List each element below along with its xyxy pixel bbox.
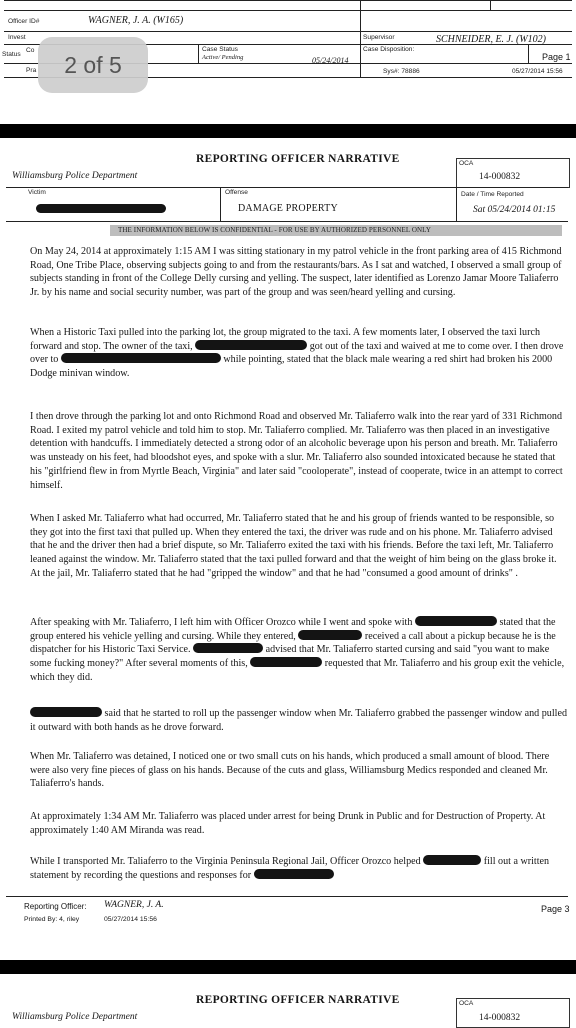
- case-status-label: Case Status: [202, 46, 238, 53]
- report-title: REPORTING OFFICER NARRATIVE: [196, 153, 400, 165]
- page-separator-bottom: [0, 960, 576, 974]
- reporting-officer-label: Reporting Officer:: [24, 902, 87, 911]
- department-name: Williamsburg Police Department: [12, 171, 138, 181]
- p5-text-d: advised that Mr. Taliaferro started cursing and said "you want to make some fucking money?" After several moments of this,: [30, 644, 550, 670]
- narrative-paragraph-5: [30, 616, 568, 685]
- printed-by-label: Printed By: 4, riley: [24, 916, 80, 923]
- offense-value: DAMAGE PROPERTY: [238, 203, 338, 214]
- officer-id-label: Officer ID#: [8, 18, 40, 25]
- footer-page-label: Page 3: [541, 904, 570, 914]
- page-counter-badge: [38, 37, 148, 93]
- redaction: [30, 707, 102, 717]
- confidential-banner: [110, 225, 562, 236]
- case-status-options: Active/ Pending: [202, 54, 244, 61]
- reporting-officer-value: WAGNER, J. A.: [104, 900, 164, 910]
- confidential-text: THE INFORMATION BELOW IS CONFIDENTIAL - FOR USE BY AUTHORIZED PERSONNEL ONLY: [118, 226, 432, 234]
- narrative-paragraph-7: When Mr. Taliaferro was detained, I noticed one or two small cuts on his hands, which produced a small amount of blood. There were also very fine pieces of glass on his hands. Because of the cuts and glass, Williamsburg Medics responded and cleaned Mr. Taliaferro's hands.: [30, 751, 550, 790]
- redaction: [250, 657, 322, 667]
- co-label: Co: [26, 47, 35, 54]
- next-department-name: Williamsburg Police Department: [12, 1012, 138, 1022]
- p2-text-c: while pointing, stated that the black male wearing a red shirt had broken his 2000 Dodge minivan window.: [30, 354, 553, 380]
- p5-text-e: requested that Mr. Taliaferro and his group exit the vehicle, which they did.: [30, 658, 565, 683]
- p9-text-b: fill out a written statement by recording the questions and responses for: [30, 856, 550, 881]
- date-reported-label: Date / Time Reported: [461, 191, 524, 198]
- p6-text: said that he started to roll up the passenger window when Mr. Taliaferro grabbed the passenger window and pulled it outward with both hands as he drove forward.: [30, 708, 567, 733]
- redaction: [423, 855, 481, 865]
- sys-number: Sys#: 78886: [383, 68, 420, 75]
- printed-date: 05/27/2014 15:56: [104, 916, 157, 923]
- narrative-paragraph-3: I then drove through the parking lot and onto Richmond Road and observed Mr. Taliaferro walk into the rear yard of 331 Richmond Road. I exited my patrol vehicle and told him to stop. Mr. Taliaferro complied. Mr. Taliaferro was then placed in an investigative detention with handcuffs. I immediately detected a strong odor of an alcoholic beverage upon his person and breath. Mr. Taliaferro was unsteady on his feet, had bloodshot eyes, and spoke with a slur. Mr. Taliaferro also sounded intoxicated because he stated that his "girlfriend flew in from Myrtle Beach, Virginia" and later said "cooloperate", instead of cooperate, twice in an attempt to correct himself.: [30, 411, 563, 491]
- narrative-paragraph-2: [30, 326, 568, 381]
- redaction: [415, 616, 497, 626]
- officer-id-value: WAGNER, J. A. (W165): [88, 15, 184, 26]
- prev-date: 05/24/2014: [312, 56, 349, 65]
- next-oca-value: 14-000832: [479, 1013, 521, 1023]
- page-separator-top: [0, 124, 576, 138]
- prev-page-label: Page 1: [542, 52, 571, 62]
- narrative-paragraph-6: [30, 707, 568, 734]
- victim-redaction: [36, 204, 166, 213]
- oca-value: 14-000832: [479, 172, 521, 182]
- case-disposition-label: Case Disposition:: [363, 46, 415, 53]
- oca-box: [456, 158, 570, 188]
- pra-label: Pra: [26, 67, 37, 74]
- redaction: [298, 630, 362, 640]
- date-reported-value: Sat 05/24/2014 01:15: [473, 205, 556, 215]
- redaction: [254, 869, 334, 879]
- narrative-paragraph-1: On May 24, 2014 at approximately 1:15 AM I was sitting stationary in my patrol vehicle in the front parking area of 415 Richmond Road, One Tribe Place, observing subjects going to and from the restaurants/bars. As I sat and watched, I observed a small group of subjects standing in front of the College Delly cursing and yelling. The suspect, later identified as Lorenzo Jamar Moore Taliaferro Jr. by his name and social security number, was part of the group and was seen/heard yelling and cursing.: [30, 246, 562, 299]
- next-page-fragment: [0, 974, 576, 1024]
- invest-label: Invest: [8, 34, 26, 41]
- p2-text-b: got out of the taxi and waived at me to come over. I then drove over to: [30, 340, 564, 366]
- p2-text-a: When a Historic Taxi pulled into the parking lot, the group migrated to the taxi. A few moments later, I observed the taxi lurch forward and stop. The owner of the taxi,: [30, 327, 540, 352]
- status-label: Status: [2, 51, 21, 58]
- p5-text-a: After speaking with Mr. Taliaferro, I left him with Officer Orozco while I went and spoke with: [30, 617, 413, 628]
- report-page: [0, 138, 576, 960]
- next-oca-label: OCA: [459, 1000, 474, 1007]
- taxi-owner-redaction: [195, 340, 307, 350]
- redaction: [193, 643, 263, 653]
- redaction: [61, 353, 221, 363]
- narrative-paragraph-9: [30, 855, 568, 882]
- narrative-paragraph-4: When I asked Mr. Taliaferro what had occurred, Mr. Taliaferro stated that he and his group of friends wanted to be responsible, so they got into the first taxi that pulled up. When they entered the taxi, the driver was rude and on his phone. Mr. Taliaferro advised that he and the driver then had a brief dispute, so Mr. Taliaferro exited the taxi with his friends. Before the taxi left, Mr. Taliaferro leaned against the window. Mr. Taliaferro stated that the taxi pulled forward and that the weight of him being on the glass broke it. At the jail, Mr. Taliaferro stated that he had "gripped the window" and that he had "consumed a good amount of drinks" .: [30, 513, 557, 579]
- prev-print-date: 05/27/2014 15:56: [512, 68, 563, 75]
- next-report-title: REPORTING OFFICER NARRATIVE: [196, 994, 400, 1006]
- victim-label: Victim: [28, 189, 46, 196]
- narrative-paragraph-8: At approximately 1:34 AM Mr. Taliaferro was placed under arrest for being Drunk in Public and for Destruction of Property. At approximately 1:40 AM Miranda was read.: [30, 811, 546, 836]
- supervisor-value: SCHNEIDER, E. J. (W102): [436, 34, 546, 45]
- supervisor-label: Supervisor: [363, 34, 395, 41]
- p5-text-c: received a call about a pickup because he is the dispatcher for his Historic Taxi Service.: [30, 630, 556, 656]
- p5-text-b: stated that the group entered his vehicle yelling and cursing. While they entered,: [30, 617, 556, 642]
- p9-text-a: While I transported Mr. Taliaferro to the Virginia Peninsula Regional Jail, Officer Orozco helped: [30, 856, 421, 867]
- page-counter-text: 2 of 5: [64, 52, 122, 78]
- offense-label: Offense: [225, 189, 248, 196]
- oca-label: OCA: [459, 160, 474, 167]
